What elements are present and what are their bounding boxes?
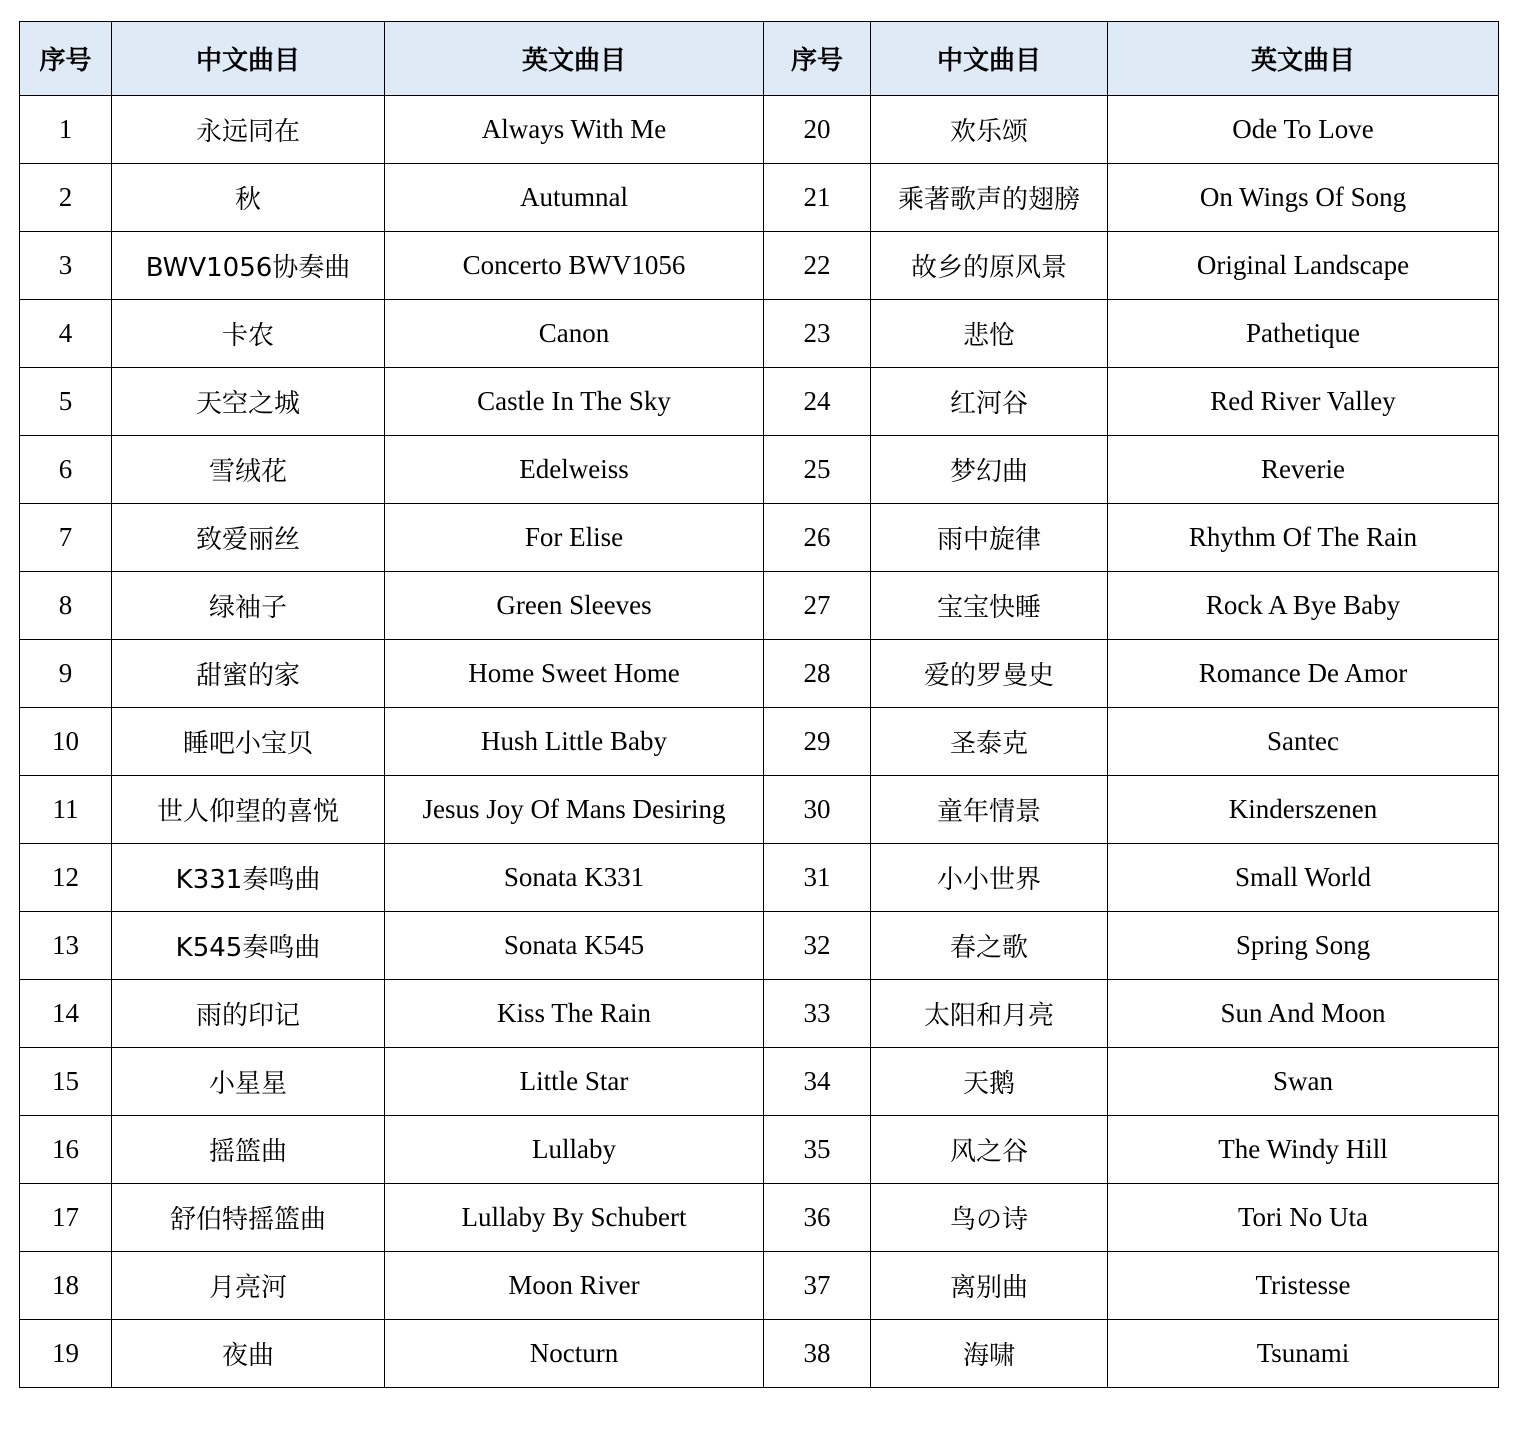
cell-english-title: Rhythm Of The Rain <box>1108 504 1499 572</box>
cell-english-title: Sonata K331 <box>385 844 764 912</box>
cell-chinese-title: 永远同在 <box>112 96 385 164</box>
cell-english-title: On Wings Of Song <box>1108 164 1499 232</box>
cell-chinese-title: 欢乐颂 <box>871 96 1108 164</box>
cell-chinese-title: 甜蜜的家 <box>112 640 385 708</box>
cell-english-title: Green Sleeves <box>385 572 764 640</box>
cell-chinese-title: K331奏鸣曲 <box>112 844 385 912</box>
table-row <box>20 640 1499 708</box>
cell-english-title: Kinderszenen <box>1108 776 1499 844</box>
header-index-left: 序号 <box>20 22 112 96</box>
table-row <box>20 1320 1499 1388</box>
cell-index: 21 <box>764 164 871 232</box>
cell-english-title: Sonata K545 <box>385 912 764 980</box>
cell-index: 13 <box>20 912 112 980</box>
cell-chinese-title: 宝宝快睡 <box>871 572 1108 640</box>
cell-chinese-title: 海啸 <box>871 1320 1108 1388</box>
table-row <box>20 436 1499 504</box>
header-english-title-right: 英文曲目 <box>1108 22 1499 96</box>
cell-index: 31 <box>764 844 871 912</box>
cell-chinese-title: 摇篮曲 <box>112 1116 385 1184</box>
song-list-table <box>19 21 1499 1388</box>
cell-index: 28 <box>764 640 871 708</box>
cell-index: 8 <box>20 572 112 640</box>
cell-english-title: Canon <box>385 300 764 368</box>
cell-index: 5 <box>20 368 112 436</box>
cell-english-title: Ode To Love <box>1108 96 1499 164</box>
cell-index: 1 <box>20 96 112 164</box>
cell-index: 10 <box>20 708 112 776</box>
cell-index: 7 <box>20 504 112 572</box>
cell-index: 15 <box>20 1048 112 1116</box>
cell-index: 35 <box>764 1116 871 1184</box>
table-row <box>20 96 1499 164</box>
table-header <box>20 22 1499 96</box>
cell-chinese-title: 童年情景 <box>871 776 1108 844</box>
cell-index: 4 <box>20 300 112 368</box>
cell-english-title: The Windy Hill <box>1108 1116 1499 1184</box>
cell-chinese-title: 小小世界 <box>871 844 1108 912</box>
cell-chinese-title: 梦幻曲 <box>871 436 1108 504</box>
cell-chinese-title: 太阳和月亮 <box>871 980 1108 1048</box>
cell-english-title: Tristesse <box>1108 1252 1499 1320</box>
cell-english-title: Sun And Moon <box>1108 980 1499 1048</box>
cell-english-title: Moon River <box>385 1252 764 1320</box>
cell-english-title: Little Star <box>385 1048 764 1116</box>
cell-index: 30 <box>764 776 871 844</box>
cell-index: 38 <box>764 1320 871 1388</box>
cell-chinese-title: 乘著歌声的翅膀 <box>871 164 1108 232</box>
cell-english-title: Autumnal <box>385 164 764 232</box>
header-index-right: 序号 <box>764 22 871 96</box>
table-row <box>20 1184 1499 1252</box>
cell-index: 37 <box>764 1252 871 1320</box>
cell-english-title: Small World <box>1108 844 1499 912</box>
table-row <box>20 232 1499 300</box>
cell-index: 12 <box>20 844 112 912</box>
cell-chinese-title: 红河谷 <box>871 368 1108 436</box>
cell-index: 18 <box>20 1252 112 1320</box>
cell-index: 25 <box>764 436 871 504</box>
table-row <box>20 1252 1499 1320</box>
table-row <box>20 368 1499 436</box>
cell-chinese-title: K545奏鸣曲 <box>112 912 385 980</box>
cell-chinese-title: 风之谷 <box>871 1116 1108 1184</box>
cell-index: 3 <box>20 232 112 300</box>
cell-index: 16 <box>20 1116 112 1184</box>
table-row <box>20 572 1499 640</box>
cell-english-title: Tsunami <box>1108 1320 1499 1388</box>
cell-english-title: Kiss The Rain <box>385 980 764 1048</box>
cell-english-title: Reverie <box>1108 436 1499 504</box>
cell-chinese-title: 悲怆 <box>871 300 1108 368</box>
cell-index: 6 <box>20 436 112 504</box>
cell-index: 23 <box>764 300 871 368</box>
table-row <box>20 300 1499 368</box>
cell-english-title: Concerto BWV1056 <box>385 232 764 300</box>
cell-index: 20 <box>764 96 871 164</box>
cell-chinese-title: 雪绒花 <box>112 436 385 504</box>
table-row <box>20 1048 1499 1116</box>
cell-english-title: Home Sweet Home <box>385 640 764 708</box>
cell-index: 17 <box>20 1184 112 1252</box>
cell-english-title: Swan <box>1108 1048 1499 1116</box>
table-row <box>20 844 1499 912</box>
cell-english-title: Red River Valley <box>1108 368 1499 436</box>
cell-english-title: Santec <box>1108 708 1499 776</box>
cell-chinese-title: 圣泰克 <box>871 708 1108 776</box>
cell-index: 11 <box>20 776 112 844</box>
cell-chinese-title: 鸟の诗 <box>871 1184 1108 1252</box>
cell-index: 27 <box>764 572 871 640</box>
cell-chinese-title: 舒伯特摇篮曲 <box>112 1184 385 1252</box>
cell-index: 14 <box>20 980 112 1048</box>
table-body <box>20 96 1499 1388</box>
cell-english-title: Rock A Bye Baby <box>1108 572 1499 640</box>
cell-chinese-title: 春之歌 <box>871 912 1108 980</box>
cell-english-title: Jesus Joy Of Mans Desiring <box>385 776 764 844</box>
cell-index: 29 <box>764 708 871 776</box>
cell-index: 22 <box>764 232 871 300</box>
cell-chinese-title: 小星星 <box>112 1048 385 1116</box>
table-row <box>20 504 1499 572</box>
cell-index: 9 <box>20 640 112 708</box>
cell-chinese-title: 秋 <box>112 164 385 232</box>
cell-chinese-title: 雨中旋律 <box>871 504 1108 572</box>
table-row <box>20 912 1499 980</box>
cell-english-title: Castle In The Sky <box>385 368 764 436</box>
cell-english-title: Hush Little Baby <box>385 708 764 776</box>
cell-chinese-title: 故乡的原风景 <box>871 232 1108 300</box>
cell-index: 19 <box>20 1320 112 1388</box>
table-row <box>20 164 1499 232</box>
cell-chinese-title: 绿袖子 <box>112 572 385 640</box>
cell-index: 26 <box>764 504 871 572</box>
table-row <box>20 708 1499 776</box>
cell-chinese-title: 致爱丽丝 <box>112 504 385 572</box>
cell-chinese-title: 月亮河 <box>112 1252 385 1320</box>
cell-chinese-title: 爱的罗曼史 <box>871 640 1108 708</box>
cell-english-title: Original Landscape <box>1108 232 1499 300</box>
cell-chinese-title: 离别曲 <box>871 1252 1108 1320</box>
header-row <box>20 22 1499 96</box>
cell-index: 2 <box>20 164 112 232</box>
cell-english-title: Nocturn <box>385 1320 764 1388</box>
cell-english-title: For Elise <box>385 504 764 572</box>
cell-chinese-title: 天鹅 <box>871 1048 1108 1116</box>
cell-english-title: Tori No Uta <box>1108 1184 1499 1252</box>
cell-chinese-title: 夜曲 <box>112 1320 385 1388</box>
cell-index: 33 <box>764 980 871 1048</box>
cell-english-title: Spring Song <box>1108 912 1499 980</box>
cell-index: 36 <box>764 1184 871 1252</box>
header-english-title-left: 英文曲目 <box>385 22 764 96</box>
table-row <box>20 980 1499 1048</box>
cell-english-title: Always With Me <box>385 96 764 164</box>
cell-index: 24 <box>764 368 871 436</box>
cell-chinese-title: 天空之城 <box>112 368 385 436</box>
cell-chinese-title: 睡吧小宝贝 <box>112 708 385 776</box>
cell-chinese-title: 世人仰望的喜悦 <box>112 776 385 844</box>
cell-english-title: Lullaby <box>385 1116 764 1184</box>
header-chinese-title-left: 中文曲目 <box>112 22 385 96</box>
cell-english-title: Pathetique <box>1108 300 1499 368</box>
cell-english-title: Romance De Amor <box>1108 640 1499 708</box>
table-row <box>20 776 1499 844</box>
cell-english-title: Edelweiss <box>385 436 764 504</box>
table-row <box>20 1116 1499 1184</box>
cell-chinese-title: BWV1056协奏曲 <box>112 232 385 300</box>
cell-chinese-title: 卡农 <box>112 300 385 368</box>
header-chinese-title-right: 中文曲目 <box>871 22 1108 96</box>
cell-chinese-title: 雨的印记 <box>112 980 385 1048</box>
cell-index: 32 <box>764 912 871 980</box>
cell-english-title: Lullaby By Schubert <box>385 1184 764 1252</box>
cell-index: 34 <box>764 1048 871 1116</box>
